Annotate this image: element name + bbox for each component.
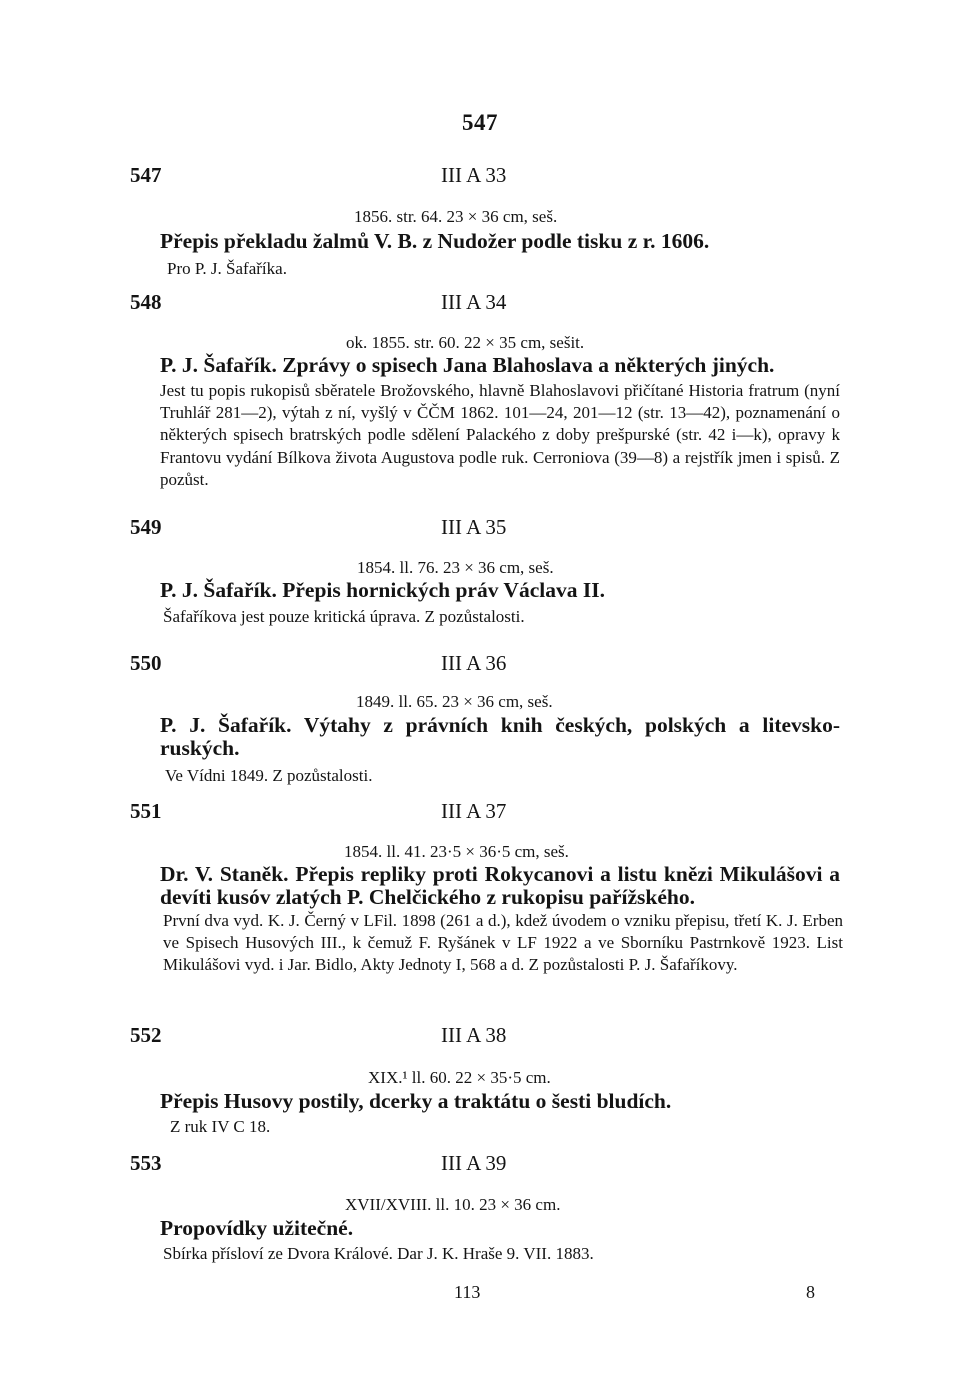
- entry-title-text: Přepis repliky proti Rokycanovi a listu knězi Mikulášovi a devíti kusóv zlatých P. Chelčického z rukopisu pařížského.: [160, 862, 840, 909]
- page-header: 547: [462, 110, 498, 135]
- entry-note: Pro P. J. Šafaříka.: [167, 259, 287, 278]
- entry-title-text: Zprávy o spisech Jana Blahoslava a některých jiných.: [282, 353, 775, 377]
- shelf-signature: III A 39: [441, 1151, 507, 1175]
- entry-title-text: Přepis Husovy postily, dcerky a traktátu o šesti bludích.: [160, 1089, 672, 1113]
- entry-author: Dr. V. Staněk.: [160, 862, 289, 886]
- shelf-signature: III A 37: [441, 799, 507, 823]
- entry-note: První dva vyd. K. J. Černý v LFil. 1898 (261 a d.), kdež úvodem o vzniku přepisu, třetí K. J. Erben ve Spisech Husových III., k čemuž F. Ryšánek v LF 1922 a ve Sborníku Pastrnkově 1923. List Mikulášovi vyd. i Jar. Bidlo, Akty Jednoty I, 568 a d. Z pozůstalosti P. J. Šafaříkovy.: [163, 911, 843, 975]
- entry-number: 548: [130, 290, 162, 314]
- shelf-signature: III A 38: [441, 1023, 507, 1047]
- shelf-signature: III A 35: [441, 515, 507, 539]
- entry-note: Ve Vídni 1849. Z pozůstalosti.: [165, 766, 373, 785]
- entry-title-text: Propovídky užitečné.: [160, 1216, 354, 1240]
- entry-title: [160, 354, 840, 377]
- entry-title: [160, 863, 840, 909]
- entry-number: 547: [130, 163, 162, 187]
- entry-metadata: 1849. ll. 65. 23 × 36 cm, seš.: [356, 692, 553, 711]
- shelf-signature: III A 34: [441, 290, 507, 314]
- entry-note: Šafaříkova jest pouze kritická úprava. Z pozůstalosti.: [163, 607, 525, 626]
- entry-number: 549: [130, 515, 162, 539]
- shelf-signature: III A 33: [441, 163, 507, 187]
- entry-title: [160, 1217, 840, 1240]
- entry-number: 550: [130, 651, 162, 675]
- entry-title: [160, 1090, 840, 1113]
- entry-title: [160, 714, 840, 760]
- entry-author: P. J. Šafařík.: [160, 353, 277, 377]
- entry-metadata: ok. 1855. str. 60. 22 × 35 cm, sešit.: [346, 333, 585, 352]
- entry-metadata: 1856. str. 64. 23 × 36 cm, seš.: [354, 207, 558, 226]
- entry-title-text: Výtahy z právních knih českých, polských a litevsko-ruských.: [160, 713, 840, 760]
- entry-metadata: 1854. ll. 41. 23·5 × 36·5 cm, seš.: [344, 842, 569, 861]
- entry-note: Sbírka přísloví ze Dvora Králové. Dar J. K. Hraše 9. VII. 1883.: [163, 1244, 594, 1263]
- entry-title-text: Přepis překladu žalmů V. B. z Nudožer podle tisku z r. 1606.: [160, 229, 710, 253]
- shelf-signature: III A 36: [441, 651, 507, 675]
- entry-metadata: XVII/XVIII. ll. 10. 23 × 36 cm.: [345, 1195, 561, 1214]
- footer-page-number: 113: [454, 1282, 481, 1302]
- entry-number: 551: [130, 799, 162, 823]
- entry-number: 553: [130, 1151, 162, 1175]
- entry-author: P. J. Šafařík.: [160, 713, 292, 737]
- entry-metadata: 1854. ll. 76. 23 × 36 cm, seš.: [357, 558, 554, 577]
- entry-note: Jest tu popis rukopisů sběratele Brožovského, hlavně Blahoslavovi přičítané Historia fratrum (nyní Truhlář 281—2), výtah z ní, vyšlý v ČČM 1862. 101—24, 201—12 (str. 13—42), poznamenání o některých spisech bratrských podle sdělení Palackého z doby prešpurské (str. 42 i—k), opravy k Frantovu vydání Bílkova života Augustova podle ruk. Cerroniova (39—8) a rejstřík jmen i spisů. Z pozůst.: [160, 381, 840, 489]
- entry-number: 552: [130, 1023, 162, 1047]
- entry-note: Z ruk IV C 18.: [170, 1117, 271, 1136]
- entry-author: P. J. Šafařík.: [160, 578, 277, 602]
- entry-metadata: XIX.¹ ll. 60. 22 × 35·5 cm.: [368, 1068, 551, 1087]
- footer-sheet-number: 8: [806, 1282, 815, 1302]
- entry-title: [160, 230, 840, 253]
- entry-title: [160, 579, 840, 602]
- entry-title-text: Přepis hornických práv Václava II.: [282, 578, 605, 602]
